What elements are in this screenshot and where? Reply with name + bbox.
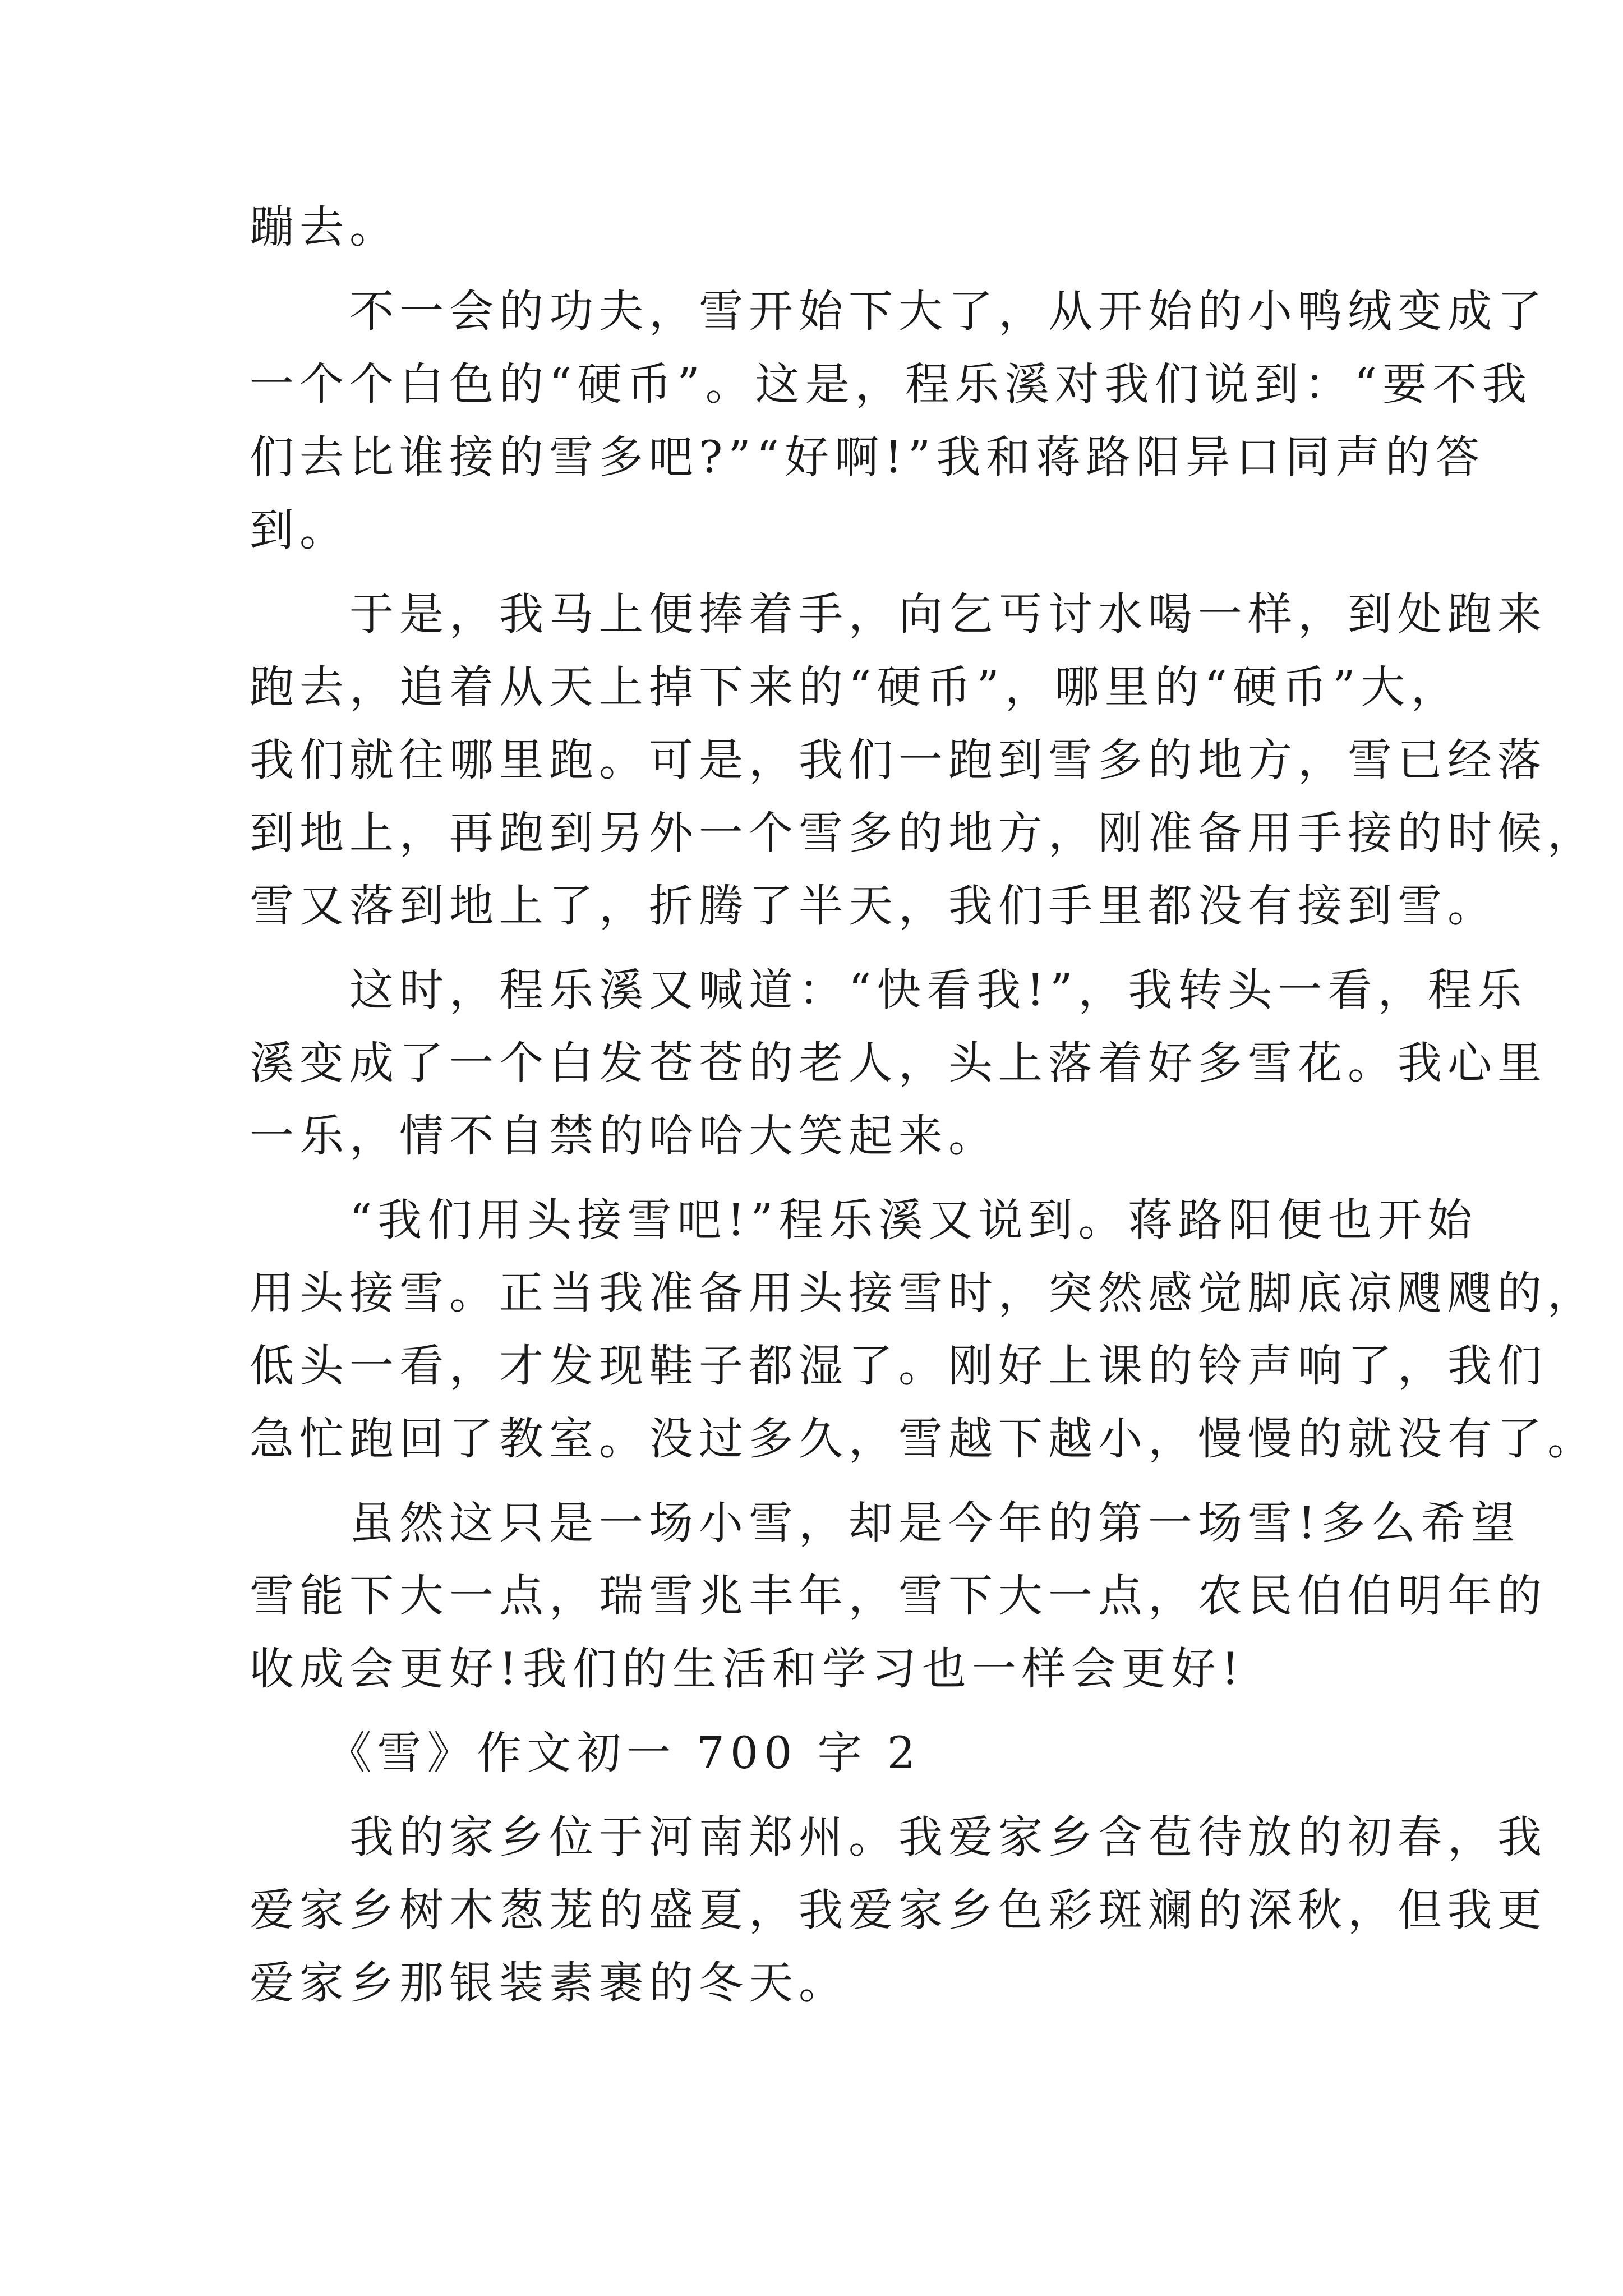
text-line: 跑去，追着从天上掉下来的“硬币”，哪里的“硬币”大， bbox=[250, 661, 1461, 713]
body-text bbox=[250, 191, 1597, 2019]
text-line: 收成会更好!我们的生活和学习也一样会更好! bbox=[250, 1643, 1245, 1695]
text-line: 一个个白色的“硬币”。这是，程乐溪对我们说到：“要不我 bbox=[250, 358, 1533, 410]
text-line: 这时，程乐溪又喊道：“快看我!”，我转头一看，程乐 bbox=[250, 964, 1528, 1016]
text-line: 不一会的功夫，雪开始下大了，从开始的小鸭绒变成了 bbox=[250, 286, 1547, 337]
text-line: 们去比谁接的雪多吧?”“好啊!”我和蒋路阳异口同声的答 bbox=[250, 431, 1486, 483]
text-line: 于是，我马上便捧着手，向乞丐讨水喝一样，到处跑来 bbox=[250, 588, 1547, 640]
text-line: 雪能下大一点，瑞雪兆丰年，雪下大一点，农民伯伯明年的 bbox=[250, 1570, 1547, 1622]
text-line: 爱家乡那银装素裹的冬天。 bbox=[250, 1957, 849, 2009]
text-line: 我们就往哪里跑。可是，我们一跑到雪多的地方，雪已经落 bbox=[250, 734, 1547, 786]
text-line: 用头接雪。正当我准备用头接雪时，突然感觉脚底凉飕飕的， bbox=[250, 1267, 1597, 1319]
text-line: 低头一看，才发现鞋子都湿了。刚好上课的铃声响了，我们 bbox=[250, 1340, 1547, 1392]
text-line: 雪又落到地上了，折腾了半天，我们手里都没有接到雪。 bbox=[250, 880, 1497, 932]
text-line: 到地上，再跑到另外一个雪多的地方，刚准备用手接的时候， bbox=[250, 807, 1597, 859]
text-line: 一乐，情不自禁的哈哈大笑起来。 bbox=[250, 1110, 998, 1162]
text-line: 我的家乡位于河南郑州。我爱家乡含苞待放的初春，我 bbox=[250, 1811, 1547, 1863]
text-line: 虽然这只是一场小雪，却是今年的第一场雪!多么希望 bbox=[250, 1497, 1521, 1549]
text-line: 爱家乡树木葱茏的盛夏，我爱家乡色彩斑斓的深秋，但我更 bbox=[250, 1884, 1547, 1936]
section-heading: 《雪》作文初一 700 字 2 bbox=[250, 1727, 921, 1779]
text-line: 溪变成了一个白发苍苍的老人，头上落着好多雪花。我心里 bbox=[250, 1037, 1547, 1089]
text-line: “我们用头接雪吧!”程乐溪又说到。蒋路阳便也开始 bbox=[250, 1194, 1478, 1246]
text-line: 到。 bbox=[250, 504, 349, 556]
text-line: 蹦去。 bbox=[250, 201, 399, 253]
text-line: 急忙跑回了教室。没过多久，雪越下越小，慢慢的就没有了。 bbox=[250, 1413, 1597, 1465]
